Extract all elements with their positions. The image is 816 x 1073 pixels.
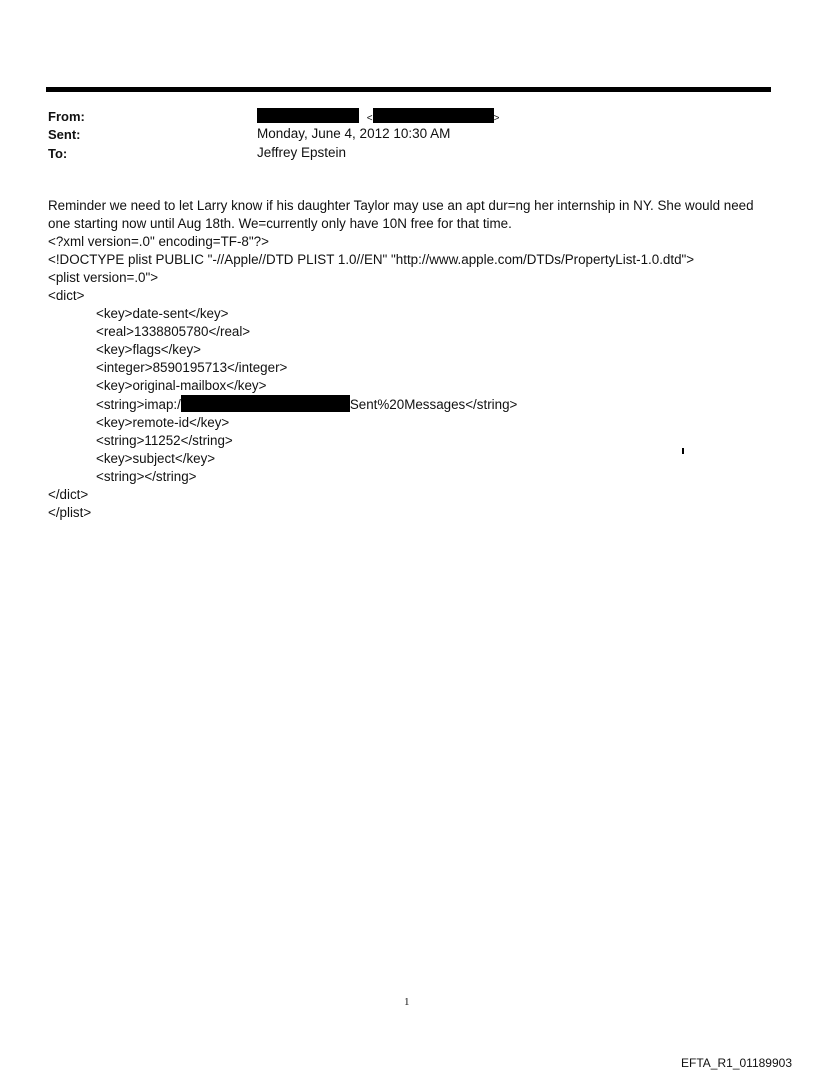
page-number: 1	[404, 996, 410, 1008]
header-rule	[46, 87, 771, 92]
to-label: To:	[48, 146, 68, 161]
body-line: <real>1338805780</real>	[96, 324, 251, 339]
body-line: <plist version=.0">	[48, 270, 159, 285]
body-line: <key>original-mailbox</key>	[96, 378, 267, 393]
redaction-block	[257, 108, 359, 123]
body-line-mailbox	[48, 395, 773, 414]
document-id: EFTA_R1_01189903	[681, 1056, 792, 1070]
body-line: <key>subject</key>	[96, 451, 216, 466]
body-line: <?xml version=.0" encoding=TF-8"?>	[48, 234, 269, 249]
body-line: <dict>	[48, 288, 85, 303]
scan-mark	[682, 448, 684, 454]
from-lt: <	[366, 113, 373, 124]
body-line: <integer>8590195713</integer>	[96, 360, 288, 375]
from-label: From:	[48, 109, 85, 124]
body-line: </plist>	[48, 505, 92, 520]
body-line: one starting now until Aug 18th. We=currently only have 10N free for that time.	[48, 216, 512, 231]
to-value: Jeffrey Epstein	[257, 145, 347, 160]
sent-value: Monday, June 4, 2012 10:30 AM	[257, 126, 451, 141]
body-line: Reminder we need to let Larry know if his daughter Taylor may use an apt dur=ng her internship in NY. She would need	[48, 198, 754, 213]
from-value	[257, 108, 499, 124]
body-line: </dict>	[48, 487, 89, 502]
body-line: <string>11252</string>	[96, 433, 233, 448]
body-line: <!DOCTYPE plist PUBLIC "-//Apple//DTD PLIST 1.0//EN" "http://www.apple.com/DTDs/PropertyList-1.0.dtd">	[48, 252, 695, 267]
mailbox-prefix: <string>imap:/	[96, 397, 181, 412]
from-gt: >	[493, 113, 500, 124]
redaction-block	[373, 108, 494, 123]
redaction-block	[181, 395, 350, 412]
sent-label: Sent:	[48, 127, 81, 142]
body-line: <key>flags</key>	[96, 342, 201, 357]
body-line: <key>remote-id</key>	[96, 415, 230, 430]
mailbox-suffix: Sent%20Messages</string>	[349, 397, 518, 412]
body-line: <key>date-sent</key>	[96, 306, 229, 321]
email-body	[48, 197, 773, 522]
body-line: <string></string>	[96, 469, 197, 484]
